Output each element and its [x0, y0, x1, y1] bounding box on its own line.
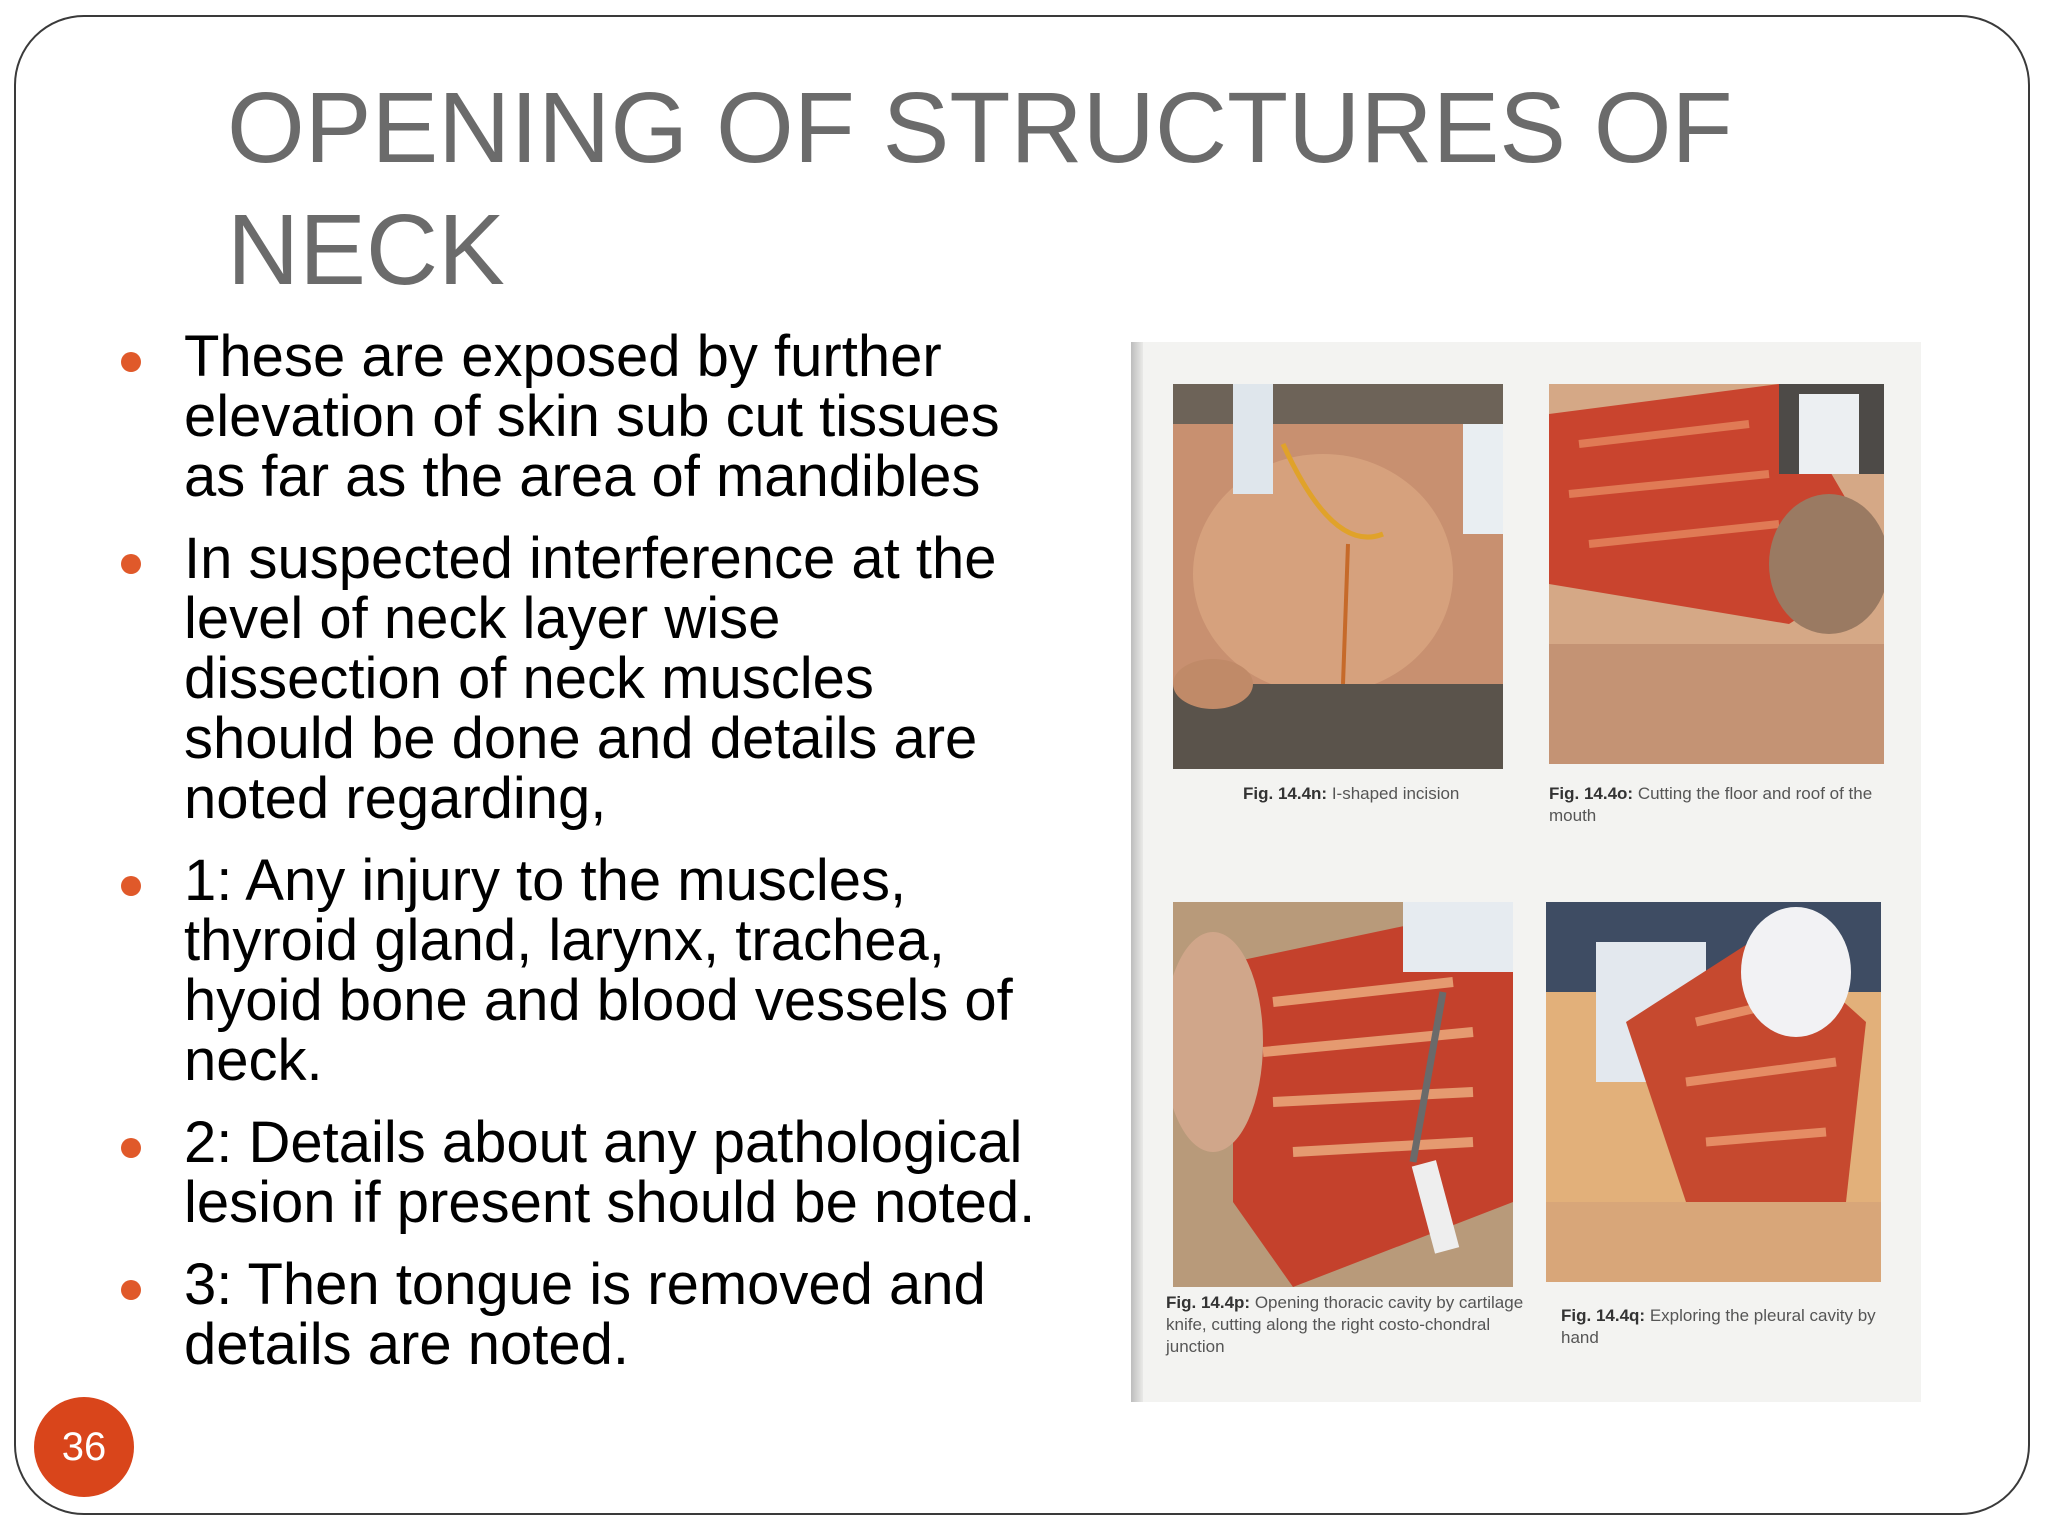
- caption-text: I-shaped incision: [1331, 784, 1460, 803]
- bullet-text: In suspected interference at the level of neck layer wise dissection of neck muscles should be done and details are noted regarding,: [184, 526, 997, 831]
- photo-cutting-mouth: [1549, 384, 1884, 764]
- caption-fig-label: Fig. 14.4n:: [1243, 784, 1328, 803]
- photo-opening-thoracic-cavity: [1173, 902, 1513, 1287]
- bullet-dot: [121, 554, 141, 574]
- page-spine: [1131, 342, 1143, 1402]
- bullet-text: 1: Any injury to the muscles, thyroid gland, larynx, trachea, hyoid bone and blood vessels of neck.: [184, 848, 1013, 1093]
- caption-text: Exploring the pleural cavity by hand: [1561, 1306, 1876, 1347]
- photo-i-shaped-incision: [1173, 384, 1503, 769]
- caption-text: Opening thoracic cavity by cartilage knife, cutting along the right costo-chondral junction: [1166, 1293, 1524, 1356]
- caption-n: [1243, 783, 1503, 805]
- caption-p: [1166, 1292, 1526, 1358]
- bullet-dot: [121, 1280, 141, 1300]
- photo-exploring-pleural-cavity: [1546, 902, 1881, 1282]
- page-number-badge: 36: [34, 1397, 134, 1497]
- caption-q: [1561, 1305, 1901, 1349]
- list-item: [116, 1110, 1036, 1235]
- bullet-dot: [121, 352, 141, 372]
- bullet-text: These are exposed by further elevation of skin sub cut tissues as far as the area of mandibles: [184, 324, 1000, 509]
- list-item: [116, 848, 1036, 1093]
- bullet-text: 3: Then tongue is removed and details are noted.: [184, 1252, 986, 1377]
- caption-o: [1549, 783, 1909, 827]
- caption-fig-label: Fig. 14.4o:: [1549, 784, 1634, 803]
- autopsy-figure: [1131, 342, 1921, 1402]
- bullet-list: [116, 324, 1036, 1397]
- bullet-text: 2: Details about any pathological lesion if present should be noted.: [184, 1110, 1036, 1235]
- list-item: [116, 526, 1036, 831]
- bullet-dot: [121, 876, 141, 896]
- caption-fig-label: Fig. 14.4p:: [1166, 1293, 1251, 1312]
- bullet-dot: [121, 1138, 141, 1158]
- slide-frame: [14, 15, 2030, 1515]
- caption-fig-label: Fig. 14.4q:: [1561, 1306, 1646, 1325]
- list-item: [116, 1252, 1036, 1377]
- slide-title: OPENING OF STRUCTURES OF NECK: [227, 72, 1733, 306]
- list-item: [116, 324, 1036, 509]
- caption-text: Cutting the floor and roof of the mouth: [1549, 784, 1873, 825]
